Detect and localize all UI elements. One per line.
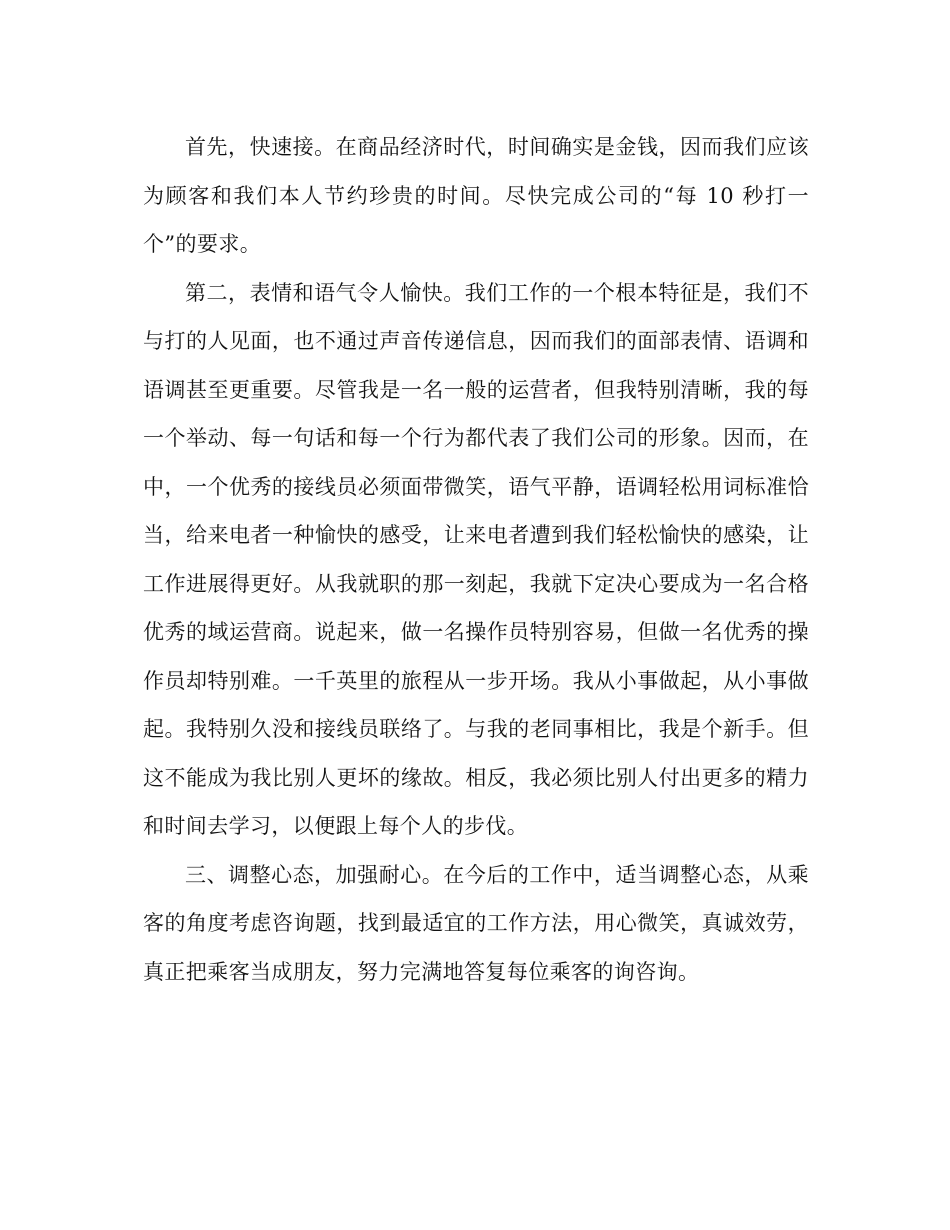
paragraph-3: 三、调整心态，加强耐心。在今后的工作中，适当调整心态，从乘客的角度考虑咨询题，找到最适宜的工作方法，用心微笑，真诚效劳，真正把乘客当成朋友，努力完满地答复每位乘客的询咨询。: [143, 862, 809, 984]
paragraph-2: 第二，表情和语气令人愉快。我们工作的一个根本特征是，我们不与打的人见面，也不通过声音传递信息，因而我们的面部表情、语调和语调甚至更重要。尽管我是一名一般的运营者，但我特别清晰，我的每一个举动、每一句话和每一个行为都代表了我们公司的形象。因而，在中，一个优秀的接线员必须面带微笑，语气平静，语调轻松用词标准恰当，给来电者一种愉快的感受，让来电者遭到我们轻松愉快的感染，让工作进展得更好。从我就职的那一刻起，我就下定决心要成为一名合格优秀的域运营商。说起来，做一名操作员特别容易，但做一名优秀的操作员却特别难。一千英里的旅程从一步开场。我从小事做起，从小事做起。我特别久没和接线员联络了。与我的老同事相比，我是个新手。但这不能成为我比别人更坏的缘故。相反，我必须比别人付出更多的精力和时间去学习，以便跟上每个人的步伐。: [143, 280, 809, 838]
document-body: [143, 123, 809, 996]
paragraph-1: 首先，快速接。在商品经济时代，时间确实是金钱，因而我们应该为顾客和我们本人节约珍贵的时间。尽快完成公司的“每 10 秒打一个”的要求。: [143, 135, 809, 256]
